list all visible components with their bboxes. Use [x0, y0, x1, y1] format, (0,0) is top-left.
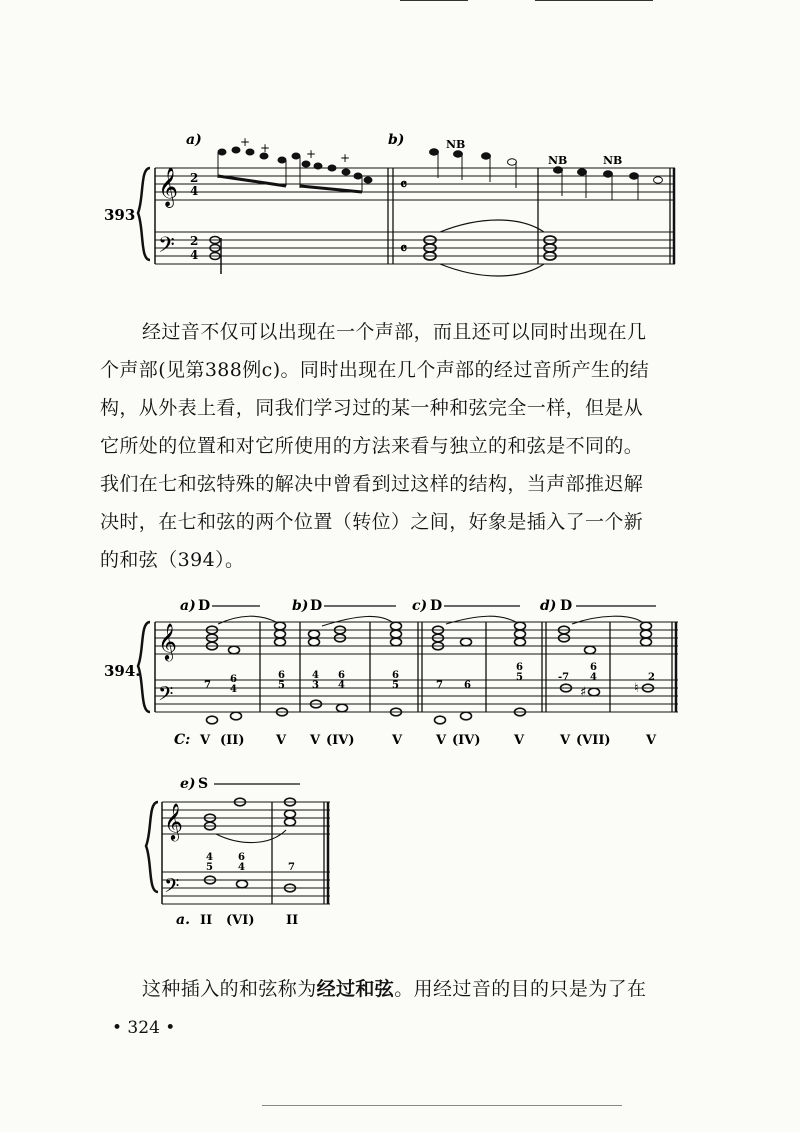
body-paragraph-2 — [100, 970, 700, 1008]
figure: 5 — [278, 680, 285, 691]
roman-numeral: (IV) — [326, 733, 355, 748]
paragraph-line: 经过音不仅可以出现在一个声部，而且还可以同时出现在几 — [142, 321, 647, 343]
roman-numeral: (IV) — [452, 733, 481, 748]
treble-chords — [205, 798, 296, 830]
roman-numeral: V — [310, 733, 321, 748]
tie — [440, 264, 544, 276]
dominant-mark: D — [560, 598, 573, 614]
bass-clef-icon: 𝄢 — [158, 233, 175, 263]
paragraph-line: 个声部(见第388例c)。同时出现在几个声部的经过音所产生的结 — [100, 359, 650, 381]
roman-numeral: V — [276, 733, 287, 748]
dominant-mark: D — [430, 598, 443, 614]
figure: 7 — [204, 680, 211, 691]
figure: 6 — [278, 670, 285, 681]
time-signature-bottom: 4 — [190, 248, 199, 262]
example-number: 393 — [104, 206, 136, 224]
figure: 4 — [206, 852, 213, 863]
example-label-b: b) — [292, 598, 309, 614]
music-example-393 — [100, 128, 690, 278]
ornament-icon: + — [240, 135, 251, 149]
roman-numeral: V — [514, 733, 525, 748]
grand-staff-brace — [146, 802, 158, 892]
figure: 7 — [436, 680, 443, 691]
music-example-394e — [140, 768, 340, 933]
figure: 4 — [238, 862, 245, 873]
figure: 4 — [312, 670, 319, 681]
figure: 5 — [516, 672, 523, 683]
example-label-a: a) — [180, 598, 196, 614]
example-label-a: a) — [186, 132, 202, 148]
sharp-icon: ♯ — [580, 685, 587, 700]
common-time-icon: 𝄴 — [400, 239, 408, 258]
bass-chord-a — [210, 237, 221, 275]
roman-numeral: (VI) — [226, 913, 255, 928]
example-label-d: d) — [540, 598, 557, 614]
figure: 4 — [338, 680, 345, 691]
roman-numeral: V — [560, 733, 571, 748]
figure: 6 — [464, 680, 471, 691]
example-label-c: c) — [412, 598, 428, 614]
bass-notes — [205, 876, 296, 892]
roman-numeral: V — [200, 733, 211, 748]
figure: 4 — [590, 672, 597, 683]
natural-icon: ♮ — [634, 681, 639, 696]
figure: 5 — [206, 862, 213, 873]
roman-numeral: V — [646, 733, 657, 748]
key-label: a. — [176, 912, 190, 928]
example-number: 394. — [104, 662, 141, 680]
bass-staff — [162, 872, 330, 904]
roman-numeral: II — [286, 913, 299, 928]
nb-mark: NB — [446, 138, 466, 151]
example-label-e: e) — [180, 776, 196, 792]
bass-staff — [155, 232, 675, 264]
roman-numeral: (II) — [220, 733, 245, 748]
figure: 6 — [590, 662, 597, 673]
body-paragraph-1 — [100, 313, 700, 579]
example-label-b: b) — [388, 132, 405, 148]
treble-staff — [155, 168, 675, 200]
paragraph-line: 它所处的位置和对它所使用的方法来看与独立的和弦是不同的。 — [100, 435, 644, 457]
paragraph-text: 这种插入的和弦称为 — [142, 978, 317, 1000]
time-signature-bottom: 4 — [190, 184, 199, 198]
treble-clef-icon: 𝄞 — [164, 802, 183, 840]
paragraph-line: 决时，在七和弦的两个位置（转位）之间，好象是插入了一个新 — [100, 511, 644, 533]
paragraph-text: 。用经过音的目的只是为了在 — [394, 978, 647, 1000]
ornament-icon: + — [340, 151, 351, 165]
paragraph-line: 的和弦（394）。 — [100, 549, 245, 571]
nb-mark: NB — [603, 154, 623, 167]
scan-edge-line — [262, 1105, 622, 1106]
tie — [216, 830, 286, 843]
tie — [440, 220, 544, 232]
roman-numeral: V — [436, 733, 447, 748]
subdominant-mark: S — [198, 776, 209, 792]
figure: 6 — [238, 852, 245, 863]
melody-b2 — [554, 167, 663, 200]
ornament-icon: + — [260, 141, 271, 155]
nb-mark: NB — [548, 154, 568, 167]
ties — [218, 616, 642, 626]
grand-staff-brace — [138, 168, 150, 260]
ornament-icon: + — [306, 147, 317, 161]
figure: 5 — [392, 680, 399, 691]
figure: 3 — [312, 680, 319, 691]
scan-edge-line — [400, 0, 468, 1]
scan-edge-line — [535, 0, 653, 1]
roman-numeral: II — [200, 913, 213, 928]
figure: 6 — [338, 670, 345, 681]
figure: -7 — [558, 672, 570, 683]
paragraph-line: 我们在七和弦特殊的解决中曾看到过这样的结构，当声部推迟解 — [100, 473, 644, 495]
bass-clef-icon: 𝄢 — [158, 682, 174, 710]
figure: 4 — [230, 684, 237, 695]
roman-numeral: V — [392, 733, 403, 748]
barlines — [260, 622, 676, 712]
treble-clef-icon: 𝄞 — [158, 167, 179, 207]
figure: 6 — [392, 670, 399, 681]
time-signature-top: 2 — [190, 234, 199, 248]
treble-staff — [162, 802, 330, 834]
treble-staff — [155, 622, 678, 654]
figure: 6 — [230, 674, 237, 685]
term-passing-chord: 经过和弦 — [316, 978, 395, 1000]
roman-numeral: (VII) — [576, 733, 611, 748]
music-example-394 — [100, 588, 700, 753]
bass-clef-icon: 𝄢 — [164, 874, 180, 902]
common-time-icon: 𝄴 — [400, 175, 408, 194]
dominant-mark: D — [198, 598, 211, 614]
page-number: • 324 • — [112, 1018, 176, 1038]
figure: 7 — [288, 862, 295, 873]
figure: 2 — [648, 672, 655, 683]
dominant-mark: D — [310, 598, 323, 614]
time-signature-top: 2 — [190, 171, 199, 185]
key-label: C: — [174, 732, 191, 748]
figure: 6 — [516, 662, 523, 673]
paragraph-line: 构，从外表上看，同我们学习过的某一种和弦完全一样，但是从 — [100, 397, 644, 419]
treble-clef-icon: 𝄞 — [158, 622, 177, 660]
